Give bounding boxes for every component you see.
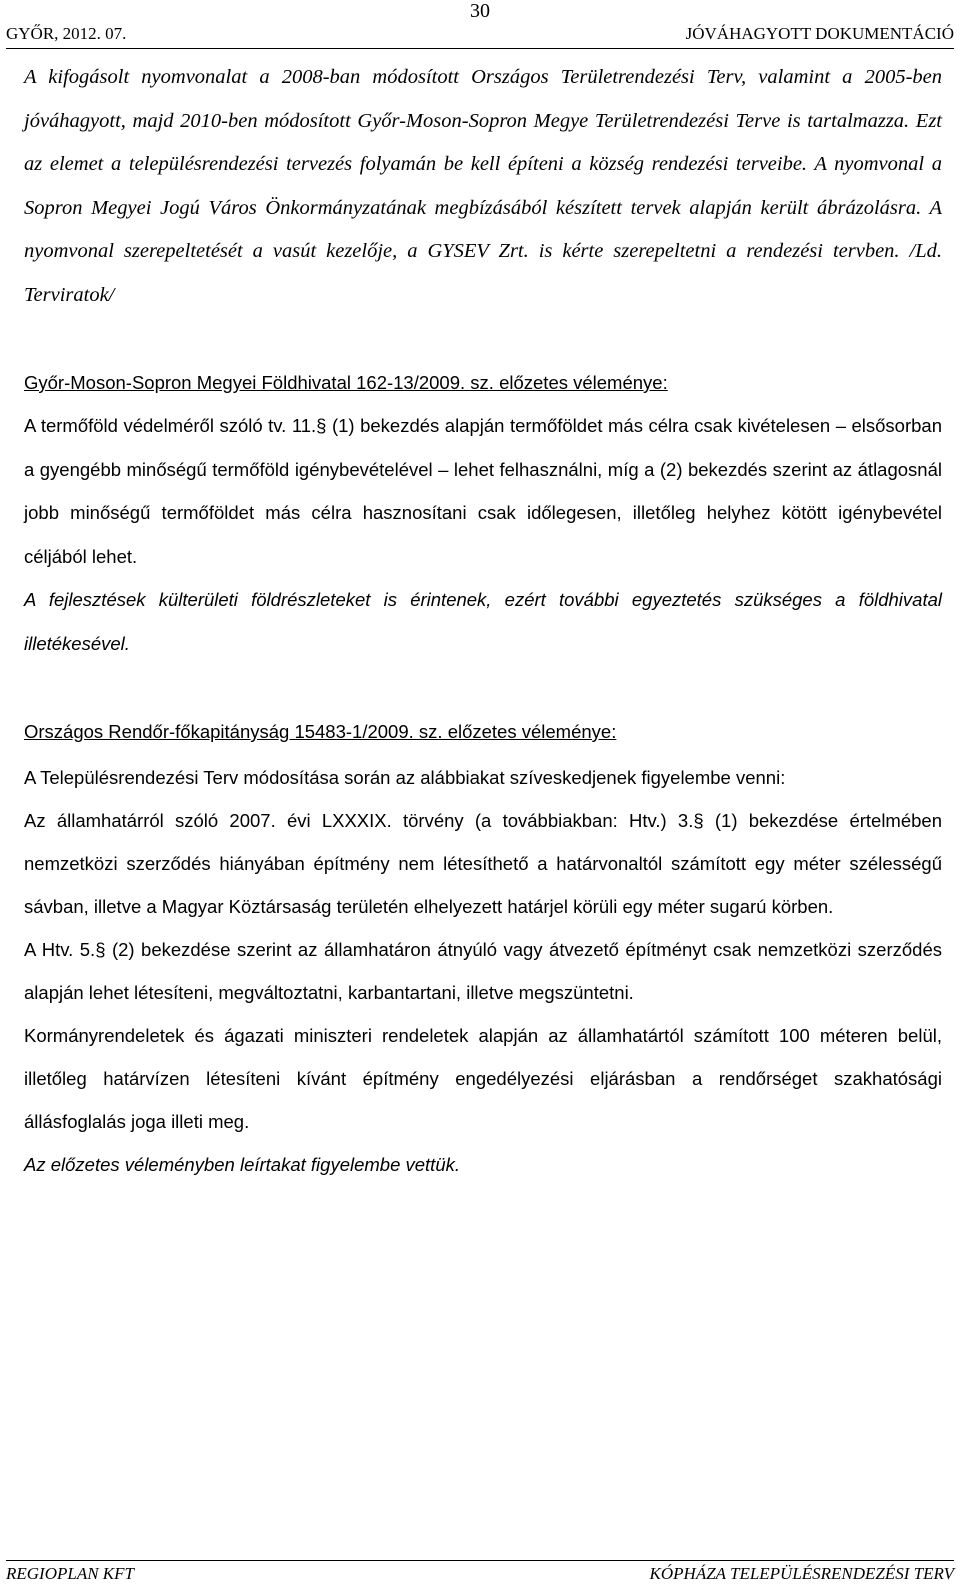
footer-company: REGIOPLAN KFT <box>6 1564 134 1583</box>
police-opinion-intro: A Településrendezési Terv módosítása során az alábbiakat szíveskedjenek figyelembe venni: <box>24 767 786 788</box>
police-opinion-htv-3: Az államhatárról szóló 2007. évi LXXXIX. törvény (a továbbiakban: Htv.) 3.§ (1) bekezdése értelmében nemzetközi szerződés hiányában építmény nem létesíthető a határvonaltól számított egy méter szélességű sávban, illetve a Magyar Köztársaság területén elhelyezett határjel körüli egy méter sugarú körben. <box>24 810 942 917</box>
page-footer <box>6 1560 954 1587</box>
police-opinion-htv-5: A Htv. 5.§ (2) bekezdése szerint az államhatáron átnyúló vagy átvezető építményt csak nemzetközi szerződés alapján lehet létesíteni, megváltoztatni, karbantartani, illetve megszüntetni. <box>24 939 942 1003</box>
police-response: Az előzetes véleményben leírtakat figyelembe vettük. <box>24 1154 461 1175</box>
railway-route-paragraph: A kifogásolt nyomvonalat a 2008-ban módosított Országos Területrendezési Terv, valamint a 2005-ben jóváhagyott, majd 2010-ben módosított Győr-Moson-Sopron Megye Területrendezési Terve is tartalmazza. Ezt az elemet a településrendezési tervezés folyamán be kell építeni a község rendezési terveibe. A nyomvonal a Sopron Megyei Jogú Város Önkormányzatának megbízásából készített tervek alapján került ábrázolásra. A nyomvonal szerepeltetését a vasút kezelője, a GYSEV Zrt. is kérte szerepeltetni a rendezési tervben. /Ld. Terviratok/ <box>24 66 942 306</box>
land-office-opinion: A termőföld védelméről szóló tv. 11.§ (1) bekezdés alapján termőföldet más célra csak kivételesen – elsősorban a gyengébb minőségű termőföld igénybevételével – lehet felhasználni, míg a (2) bekezdés szerint az átlagosnál jobb minőségű termőföldet más célra hasznosítani csak időlegesen, illetőleg helyhez kötött igénybevétel céljából lehet. <box>24 415 942 567</box>
document-body <box>24 56 942 1186</box>
police-heading: Országos Rendőr-főkapitányság 15483-1/2009. sz. előzetes véleménye: <box>24 721 617 742</box>
land-office-heading: Győr-Moson-Sopron Megyei Földhivatal 162-13/2009. sz. előzetes véleménye: <box>24 372 668 393</box>
police-opinion-regulations: Kormányrendeletek és ágazati miniszteri rendeletek alapján az államhatártól számított 100 méteren belül, illetőleg határvízen létesíteni kívánt építmény engedélyezési eljárásban a rendőrséget szakhatósági állásfoglalás joga illeti meg. <box>24 1025 942 1132</box>
page-header <box>6 22 954 49</box>
page-number: 30 <box>470 0 490 22</box>
header-date: GYŐR, 2012. 07. <box>6 24 127 43</box>
land-office-response: A fejlesztések külterületi földrészleteket is érintenek, ezért további egyeztetés szükséges a földhivatal illetékesével. <box>24 589 942 654</box>
header-doc-status: JÓVÁHAGYOTT DOKUMENTÁCIÓ <box>685 24 954 43</box>
footer-plan-title: KÓPHÁZA TELEPÜLÉSRENDEZÉSI TERV <box>649 1564 954 1583</box>
